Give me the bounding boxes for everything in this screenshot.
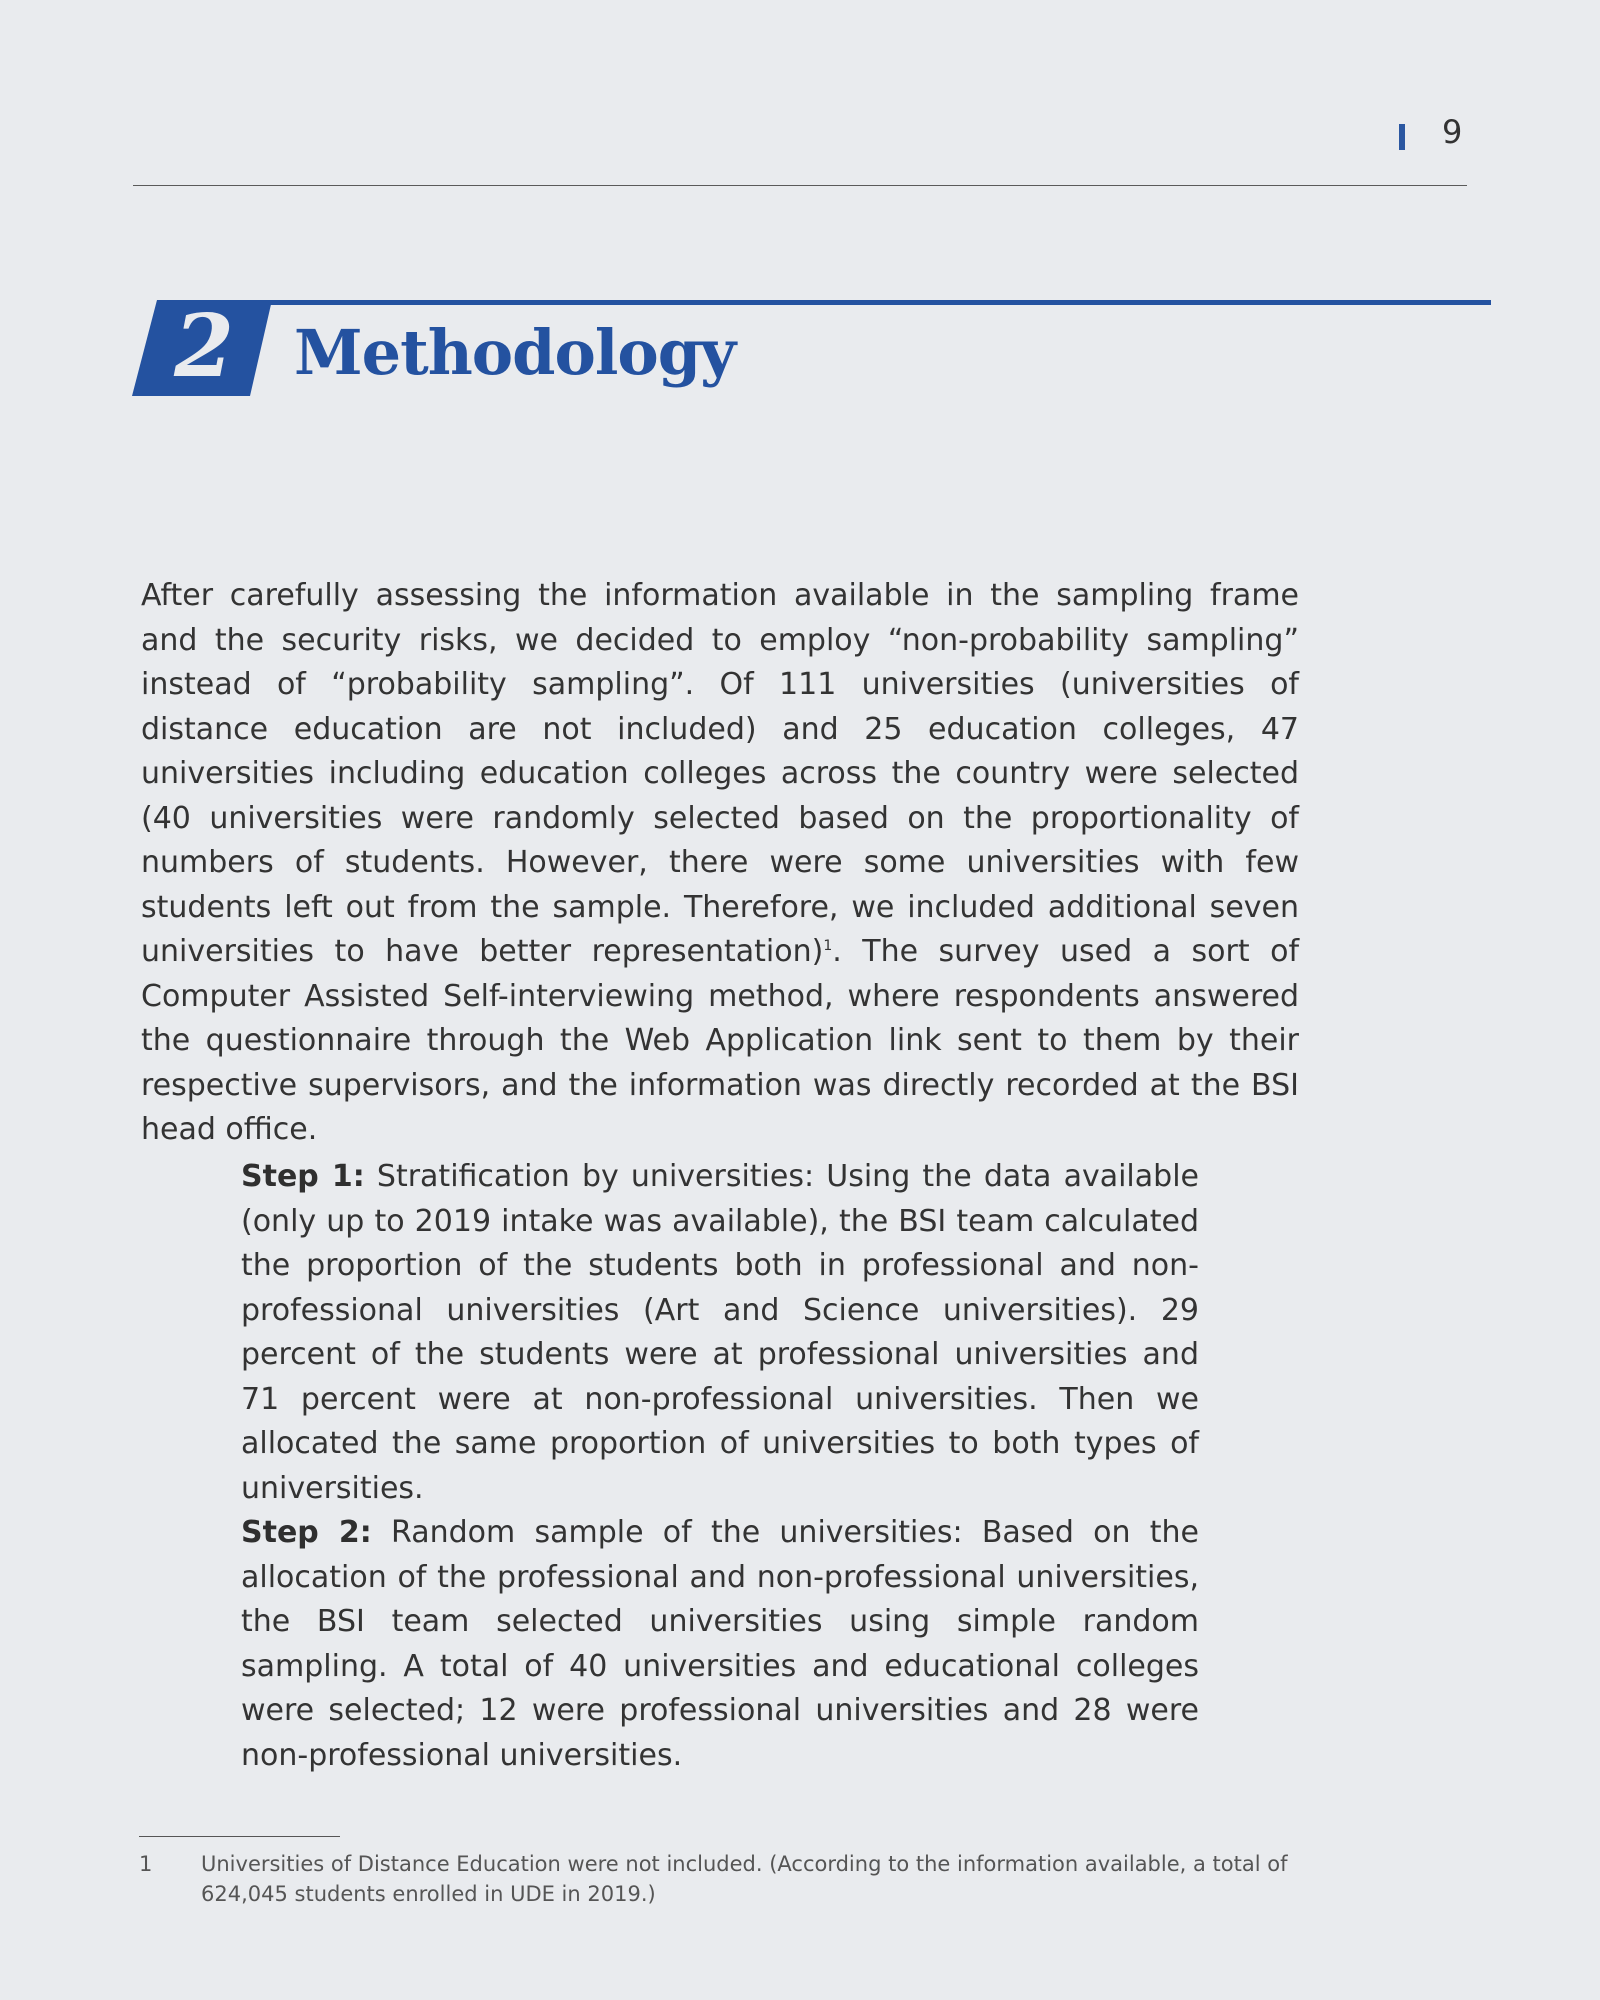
step-2-text: Random sample of the universities: Based on the allocation of the professional and non-professional universities, the BSI team selected universities using simple random sampling. A total of 40 universities and educational colleges were selected; 12 were professional universities and 28 were non-professional universities. — [241, 1515, 1199, 1773]
footnote-divider — [139, 1836, 340, 1837]
page-marker-bar — [1399, 124, 1405, 150]
header-divider — [133, 185, 1467, 186]
intro-paragraph — [141, 574, 1299, 1153]
footnote-text: Universities of Distance Education were not included. (According to the information available, a total of 624,045 students enrolled in UDE in 2019.) — [201, 1852, 1288, 1906]
chapter-number: 2 — [174, 296, 234, 397]
footnote-number: 1 — [139, 1852, 153, 1876]
step-1-text: Stratification by universities: Using the data available (only up to 2019 intake was available), the BSI team calculated the proportion of the students both in professional and non-professional universities (Art and Science universities). 29 percent of the students were at professional universities and 71 percent were at non-professional universities. Then we allocated the same proportion of universities to both types of universities. — [241, 1159, 1199, 1506]
step-1-paragraph — [241, 1155, 1199, 1511]
footnote-reference: 1 — [823, 938, 833, 954]
step-2-label: Step 2: — [241, 1515, 372, 1550]
intro-paragraph-continuation: . The survey used a sort of Computer Assisted Self-interviewing method, where respondents answered the questionnaire through the Web Application link sent to them by their respective supervisors, and the information was directly recorded at the BSI head office. — [141, 934, 1300, 1147]
step-2-paragraph — [241, 1511, 1199, 1778]
chapter-title: Methodology — [294, 316, 736, 389]
chapter-rule — [260, 300, 1491, 305]
step-1-label: Step 1: — [241, 1159, 365, 1194]
page-number: 9 — [1442, 113, 1463, 151]
intro-paragraph-text: After carefully assessing the information available in the sampling frame and the security risks, we decided to employ “non-probability sampling” instead of “probability sampling”. Of 111 universities (universities of distance education are not included) and 25 education colleges, 47 universities including education colleges across the country were selected (40 universities were randomly selected based on the proportionality of numbers of students. However, there were some universities with few students left out from the sample. Therefore, we included additional seven universities to have better representation) — [141, 578, 1299, 969]
